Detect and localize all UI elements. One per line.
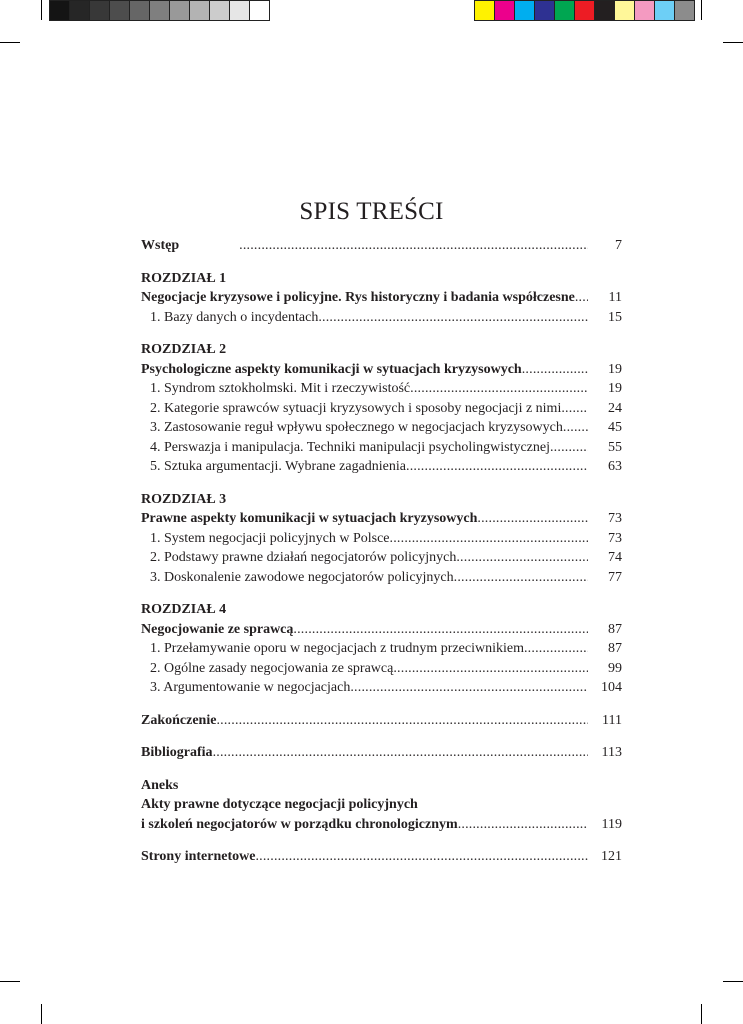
toc-entry-section	[141, 308, 622, 328]
grayscale-color-bar	[49, 0, 270, 21]
toc-page-number: 73	[608, 530, 622, 546]
toc-page-number: 87	[608, 621, 622, 637]
toc-page-number: 87	[608, 641, 622, 656]
page-title: SPIS TREŚCI	[299, 198, 444, 225]
toc-page-number: 15	[608, 309, 622, 325]
toc-entry-section	[141, 659, 622, 679]
toc-entry-label: Bibliografia	[141, 745, 213, 760]
toc-entry-section	[141, 639, 622, 659]
gray-swatch	[190, 0, 210, 21]
toc-entry-conclusion	[141, 711, 622, 731]
toc-entry-label: 1. Bazy danych o incydentach	[150, 309, 319, 325]
toc-entry-chapter-title	[141, 360, 622, 380]
toc-entry-label: 3. Argumentowanie w negocjacjach	[150, 680, 351, 695]
toc-entry-websites	[141, 847, 622, 867]
leader-dots	[561, 399, 588, 419]
leader-dots	[410, 379, 588, 399]
toc-entry-annex	[141, 815, 622, 835]
crop-mark	[701, 1004, 702, 1024]
leader-dots	[293, 620, 588, 640]
gray-swatch	[170, 0, 190, 21]
toc-page-number: 113	[601, 745, 622, 760]
toc-entry-section	[141, 399, 622, 419]
toc-entry-label: 4. Perswazja i manipulacja. Techniki manipulacji psycholingwistycznej	[150, 439, 550, 455]
leader-dots	[456, 548, 588, 568]
toc-entry-bibliography	[141, 743, 622, 763]
process-color-bar	[474, 0, 695, 21]
toc-entry-section	[141, 678, 622, 698]
gray-swatch	[150, 0, 170, 21]
crop-mark	[0, 981, 20, 982]
toc-page-number: 19	[608, 381, 622, 396]
color-swatch	[575, 0, 595, 21]
toc-page-number: 19	[608, 361, 622, 377]
toc-entry-label: Strony internetowe	[141, 849, 256, 864]
toc-page-number: 7	[615, 238, 622, 253]
leader-dots	[406, 457, 588, 477]
toc-entry-chapter-title	[141, 509, 622, 529]
toc-page-number: 45	[608, 420, 622, 435]
toc-entry-label: 5. Sztuka argumentacji. Wybrane zagadnienia	[150, 459, 406, 474]
toc-page-number: 74	[608, 550, 622, 565]
gray-swatch	[210, 0, 230, 21]
leader-dots	[524, 639, 588, 659]
gray-swatch	[130, 0, 150, 21]
gray-swatch	[70, 0, 90, 21]
toc-entry-label: i szkoleń negocjatorów w porządku chronologicznym	[141, 816, 458, 832]
toc-page-number: 11	[608, 290, 622, 305]
leader-dots	[563, 418, 588, 438]
leader-dots	[575, 288, 588, 308]
toc-page-number: 121	[601, 849, 622, 864]
color-swatch	[635, 0, 655, 21]
toc-page-number: 55	[608, 439, 622, 455]
table-of-contents	[141, 236, 622, 867]
leader-dots	[318, 308, 588, 328]
toc-entry-label: Psychologiczne aspekty komunikacji w sytuacjach kryzysowych	[141, 361, 522, 377]
annex-heading: Aneks	[141, 777, 179, 793]
toc-page-number: 77	[608, 569, 622, 585]
toc-entry-section	[141, 529, 622, 549]
color-swatch	[675, 0, 695, 21]
toc-entry-label: 1. Przełamywanie oporu w negocjacjach z trudnym przeciwnikiem	[150, 641, 524, 656]
leader-dots	[213, 743, 588, 763]
leader-dots	[550, 438, 588, 458]
toc-entry-section	[141, 379, 622, 399]
leader-dots	[393, 659, 588, 679]
leader-dots	[216, 711, 588, 731]
crop-mark	[701, 0, 702, 20]
crop-mark	[723, 42, 743, 43]
leader-dots	[454, 568, 588, 588]
chapter-heading: ROZDZIAŁ 2	[141, 342, 227, 357]
color-swatch	[615, 0, 635, 21]
crop-mark	[41, 1004, 42, 1024]
toc-entry-section	[141, 438, 622, 458]
leader-dots	[350, 678, 588, 698]
toc-page-number: 111	[602, 712, 622, 728]
chapter-heading: ROZDZIAŁ 1	[141, 270, 227, 286]
crop-mark	[41, 0, 42, 20]
toc-page-number: 99	[608, 660, 622, 676]
annex-title-line: Akty prawne dotyczące negocjacji policyjnych	[141, 797, 418, 812]
color-swatch	[555, 0, 575, 21]
leader-dots	[255, 847, 588, 867]
chapter-heading: ROZDZIAŁ 3	[141, 491, 227, 507]
crop-mark	[0, 42, 20, 43]
gray-swatch	[230, 0, 250, 21]
color-swatch	[515, 0, 535, 21]
leader-dots	[522, 360, 588, 380]
leader-dots	[458, 815, 588, 835]
gray-swatch	[110, 0, 130, 21]
toc-entry-section	[141, 457, 622, 477]
toc-entry-label: 2. Podstawy prawne działań negocjatorów policyjnych	[150, 550, 457, 565]
color-swatch	[535, 0, 555, 21]
toc-entry-label: 2. Kategorie sprawców sytuacji kryzysowych i sposoby negocjacji z nimi	[150, 400, 562, 416]
gray-swatch	[90, 0, 110, 21]
toc-entry-label: 1. Syndrom sztokholmski. Mit i rzeczywistość	[150, 381, 411, 396]
leader-dots	[477, 509, 588, 529]
leader-dots	[239, 236, 588, 256]
color-swatch	[474, 0, 495, 21]
color-swatch	[655, 0, 675, 21]
toc-page-number: 63	[608, 459, 622, 474]
toc-page-number: 119	[601, 816, 622, 832]
crop-mark	[723, 981, 743, 982]
gray-swatch	[49, 0, 70, 21]
toc-entry-section	[141, 568, 622, 588]
chapter-heading: ROZDZIAŁ 4	[141, 602, 227, 617]
toc-entry-label: Prawne aspekty komunikacji w sytuacjach kryzysowych	[141, 511, 478, 526]
toc-entry-label: 3. Zastosowanie reguł wpływu społecznego w negocjacjach kryzysowych	[150, 420, 563, 435]
toc-entry-label: Wstęp	[141, 238, 180, 253]
color-swatch	[595, 0, 615, 21]
gray-swatch	[250, 0, 270, 21]
toc-page-number: 73	[608, 511, 622, 526]
toc-entry-chapter-title	[141, 620, 622, 640]
toc-entry-section	[141, 548, 622, 568]
toc-entry-label: Negocjacje kryzysowe i policyjne. Rys historyczny i badania współczesne	[141, 290, 575, 305]
toc-entry-label: 2. Ogólne zasady negocjowania ze sprawcą	[150, 660, 394, 676]
toc-entry-label: 3. Doskonalenie zawodowe negocjatorów policyjnych	[150, 569, 454, 585]
leader-dots	[390, 529, 588, 549]
toc-entry-label: Zakończenie	[141, 712, 217, 728]
toc-entry-intro	[141, 236, 622, 256]
toc-entry-label: 1. System negocjacji policyjnych w Polsce	[150, 530, 390, 546]
toc-entry-label: Negocjowanie ze sprawcą	[141, 621, 294, 637]
toc-entry-section	[141, 418, 622, 438]
toc-page-number: 24	[608, 400, 622, 416]
toc-page-number: 104	[601, 680, 622, 695]
toc-entry-chapter-title	[141, 288, 622, 308]
color-swatch	[495, 0, 515, 21]
